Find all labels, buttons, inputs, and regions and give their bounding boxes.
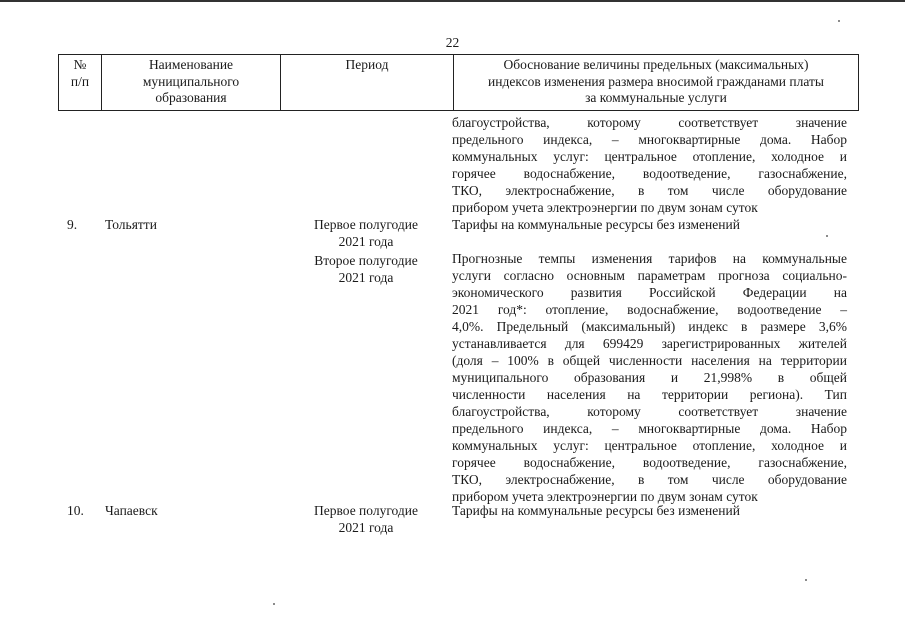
- row-10-municipality: Чапаевск: [105, 503, 158, 518]
- scan-speck: [273, 603, 275, 605]
- row-9-period-2: Второе полугодие 2021 года: [314, 253, 418, 285]
- header-municipality: Наименование муниципального образования: [102, 55, 281, 111]
- row-10-period-1: Первое полугодие 2021 года: [314, 503, 418, 535]
- page-number: 22: [445, 35, 460, 50]
- scan-speck: [826, 235, 828, 237]
- carryover-paragraph: благоустройства, которому соответствует значение предельного индекса, – многоквартирные дома. Набор коммунальных услуг: центральное отопление, холодное и горячее водоснабжение, водоотведение, газоснабжение, ТКО, электроснабжение, в том числе оборудование прибором учета электроэнергии по двум зонам суток: [452, 115, 847, 215]
- row-10-basis-1: Тарифы на коммунальные ресурсы без изменений: [452, 503, 740, 518]
- header-period: Период: [281, 55, 454, 111]
- top-border-line: [0, 0, 905, 2]
- row-9-municipality: Тольятти: [105, 217, 157, 232]
- header-basis: Обоснование величины предельных (максимальных) индексов изменения размера вносимой гражданами платы за коммунальные услуги: [454, 55, 859, 111]
- header-number: № п/п: [59, 55, 102, 111]
- row-9-period-1: Первое полугодие 2021 года: [314, 217, 418, 249]
- row-9-basis-2: Прогнозные темпы изменения тарифов на коммунальные услуги согласно основным параметрам прогноза социально- экономического развития Российской Федерации на 2021 год*: отопление, водоснабжение, водоотведение – 4,0%. Предельный (максимальный) индекс в размере 3,6% устанавливается для 699429 зарегистрированных жителей (доля – 100% в общей численности населения на территории муниципального образования и 21,998% в общей численности населения на территории региона). Тип благоустройства, которому соответствует значение предельного индекса, – многоквартирные дома. Набор коммунальных услуг: центральное отопление, холодное и горячее водоснабжение, водоотведение, газоснабжение, ТКО, электроснабжение, в том числе оборудование прибором учета электроэнергии по двум зонам суток: [452, 251, 847, 504]
- scan-speck: [805, 579, 807, 581]
- scan-speck: [838, 20, 840, 22]
- table-header: [58, 54, 859, 111]
- row-9-number: 9.: [67, 217, 78, 232]
- row-9-basis-1: Тарифы на коммунальные ресурсы без изменений: [452, 217, 740, 232]
- row-10-number: 10.: [67, 503, 84, 518]
